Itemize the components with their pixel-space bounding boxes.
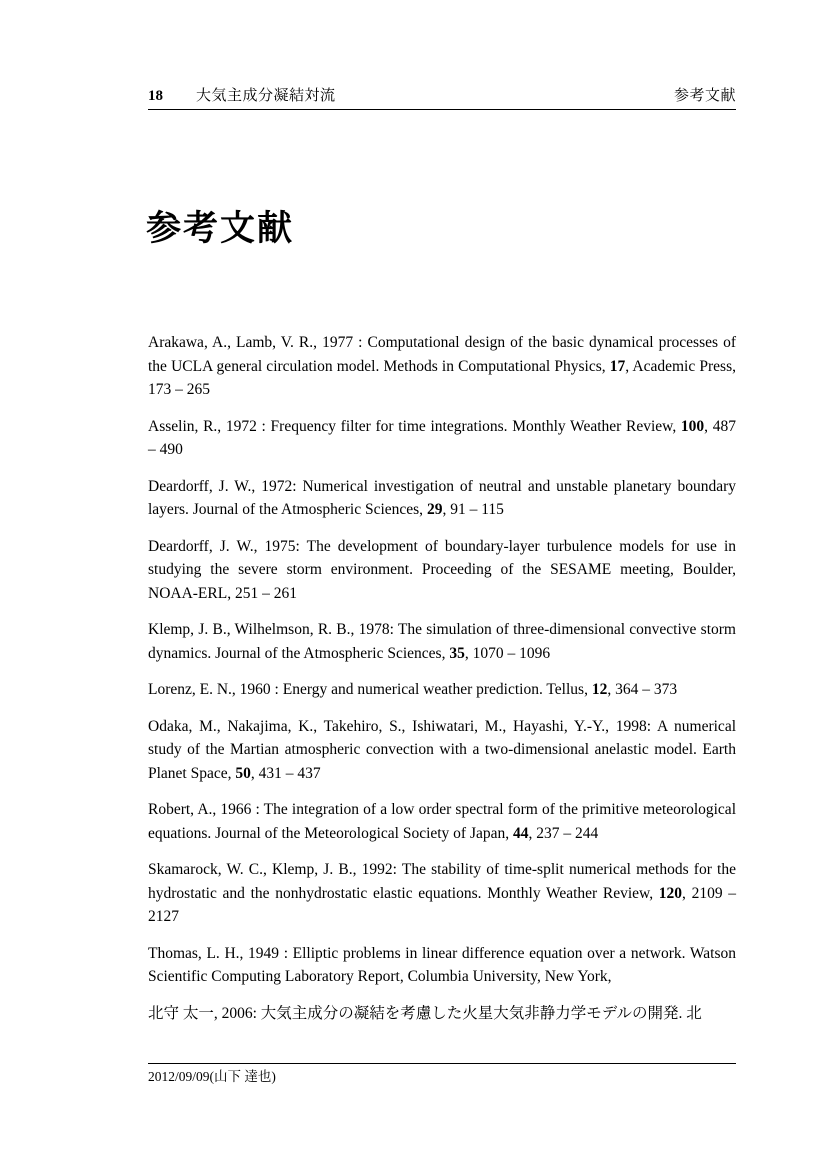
reference-text: , 364 – 373 xyxy=(607,681,678,698)
header-section-title: 参考文献 xyxy=(673,87,736,104)
reference-text: Robert, A., 1966 : The integration of a low order spectral form of the primitive meteorological equations. Journal of the Meteorological Society of Japan, xyxy=(148,801,736,842)
chapter-title: 参考文献 xyxy=(146,209,295,248)
volume-number: 35 xyxy=(449,644,465,662)
reference-text: , 237 – 244 xyxy=(528,824,599,842)
reference-text: Deardorff, J. W., 1972: Numerical investigation of neutral and unstable planetary boundary layers. Journal of the Atmospheric Sciences, xyxy=(148,477,736,518)
header-document-title: 大気主成分凝結対流 xyxy=(196,87,336,104)
reference-text: , Academic Press, 173 – 265 xyxy=(148,357,736,398)
reference-text: Thomas, L. H., 1949 : Elliptic problems in linear difference equation over a network. Watson Scientific Computing Laboratory Report, Columbia University, New York, xyxy=(148,944,736,985)
volume-number: 17 xyxy=(609,357,626,375)
reference-text: , 91 – 115 xyxy=(442,501,504,518)
reference-text: Lorenz, E. N., 1960 : Energy and numerical weather prediction. Tellus, xyxy=(148,681,592,698)
volume-number: 50 xyxy=(235,764,251,782)
reference-entry xyxy=(148,678,736,702)
reference-text: , 431 – 437 xyxy=(250,764,321,782)
reference-entry xyxy=(148,618,736,665)
reference-text: , 1070 – 1096 xyxy=(464,644,551,662)
reference-entry xyxy=(148,475,736,522)
page-header xyxy=(148,86,736,106)
reference-text: Klemp, J. B., Wilhelmson, R. B., 1978: The simulation of three-dimensional convective storm dynamics. Journal of the Atmospheric Sciences, xyxy=(148,621,736,662)
reference-entry xyxy=(148,942,736,989)
volume-number: 120 xyxy=(658,884,683,902)
footer-rule xyxy=(148,1063,736,1064)
reference-entry xyxy=(148,858,736,929)
reference-text: , 487 – 490 xyxy=(148,417,736,458)
reference-entry xyxy=(148,331,736,402)
reference-text: Skamarock, W. C., Klemp, J. B., 1992: The stability of time-split numerical methods for the hydrostatic and the nonhydrostatic elastic equations. Monthly Weather Review, xyxy=(148,861,736,902)
volume-number: 29 xyxy=(426,501,443,518)
reference-entry xyxy=(148,535,736,606)
reference-entry xyxy=(148,1002,736,1026)
footer-text: 2012/09/09(山下 達也) xyxy=(148,1069,276,1084)
reference-entry xyxy=(148,415,736,462)
reference-text: Deardorff, J. W., 1975: The development of boundary-layer turbulence models for use in studying the severe storm environment. Proceeding of the SESAME meeting, Boulder, NOAA-ERL, 251 – 261 xyxy=(148,537,736,602)
reference-text: , 2109 – 2127 xyxy=(148,884,736,925)
reference-text: Odaka, M., Nakajima, K., Takehiro, S., Ishiwatari, M., Hayashi, Y.-Y., 1998: A numerical study of the Martian atmospheric convection with a two-dimensional anelastic model. Earth Planet Space, xyxy=(148,717,736,782)
reference-text: Asselin, R., 1972 : Frequency filter for time integrations. Monthly Weather Review, xyxy=(148,417,681,435)
volume-number: 44 xyxy=(513,824,529,842)
volume-number: 100 xyxy=(680,417,705,435)
reference-entry xyxy=(148,715,736,786)
reference-text: Arakawa, A., Lamb, V. R., 1977 : Computational design of the basic dynamical processes of the UCLA general circulation model. Methods in Computational Physics, xyxy=(148,334,736,375)
reference-text: 北守 太一, 2006: 大気主成分の凝結を考慮した火星大気非静力学モデルの開発. 北 xyxy=(148,1004,702,1022)
references-list xyxy=(148,331,736,1038)
page-number: 18 xyxy=(148,88,163,104)
volume-number: 12 xyxy=(591,681,608,698)
reference-entry xyxy=(148,798,736,845)
header-rule xyxy=(148,109,736,110)
